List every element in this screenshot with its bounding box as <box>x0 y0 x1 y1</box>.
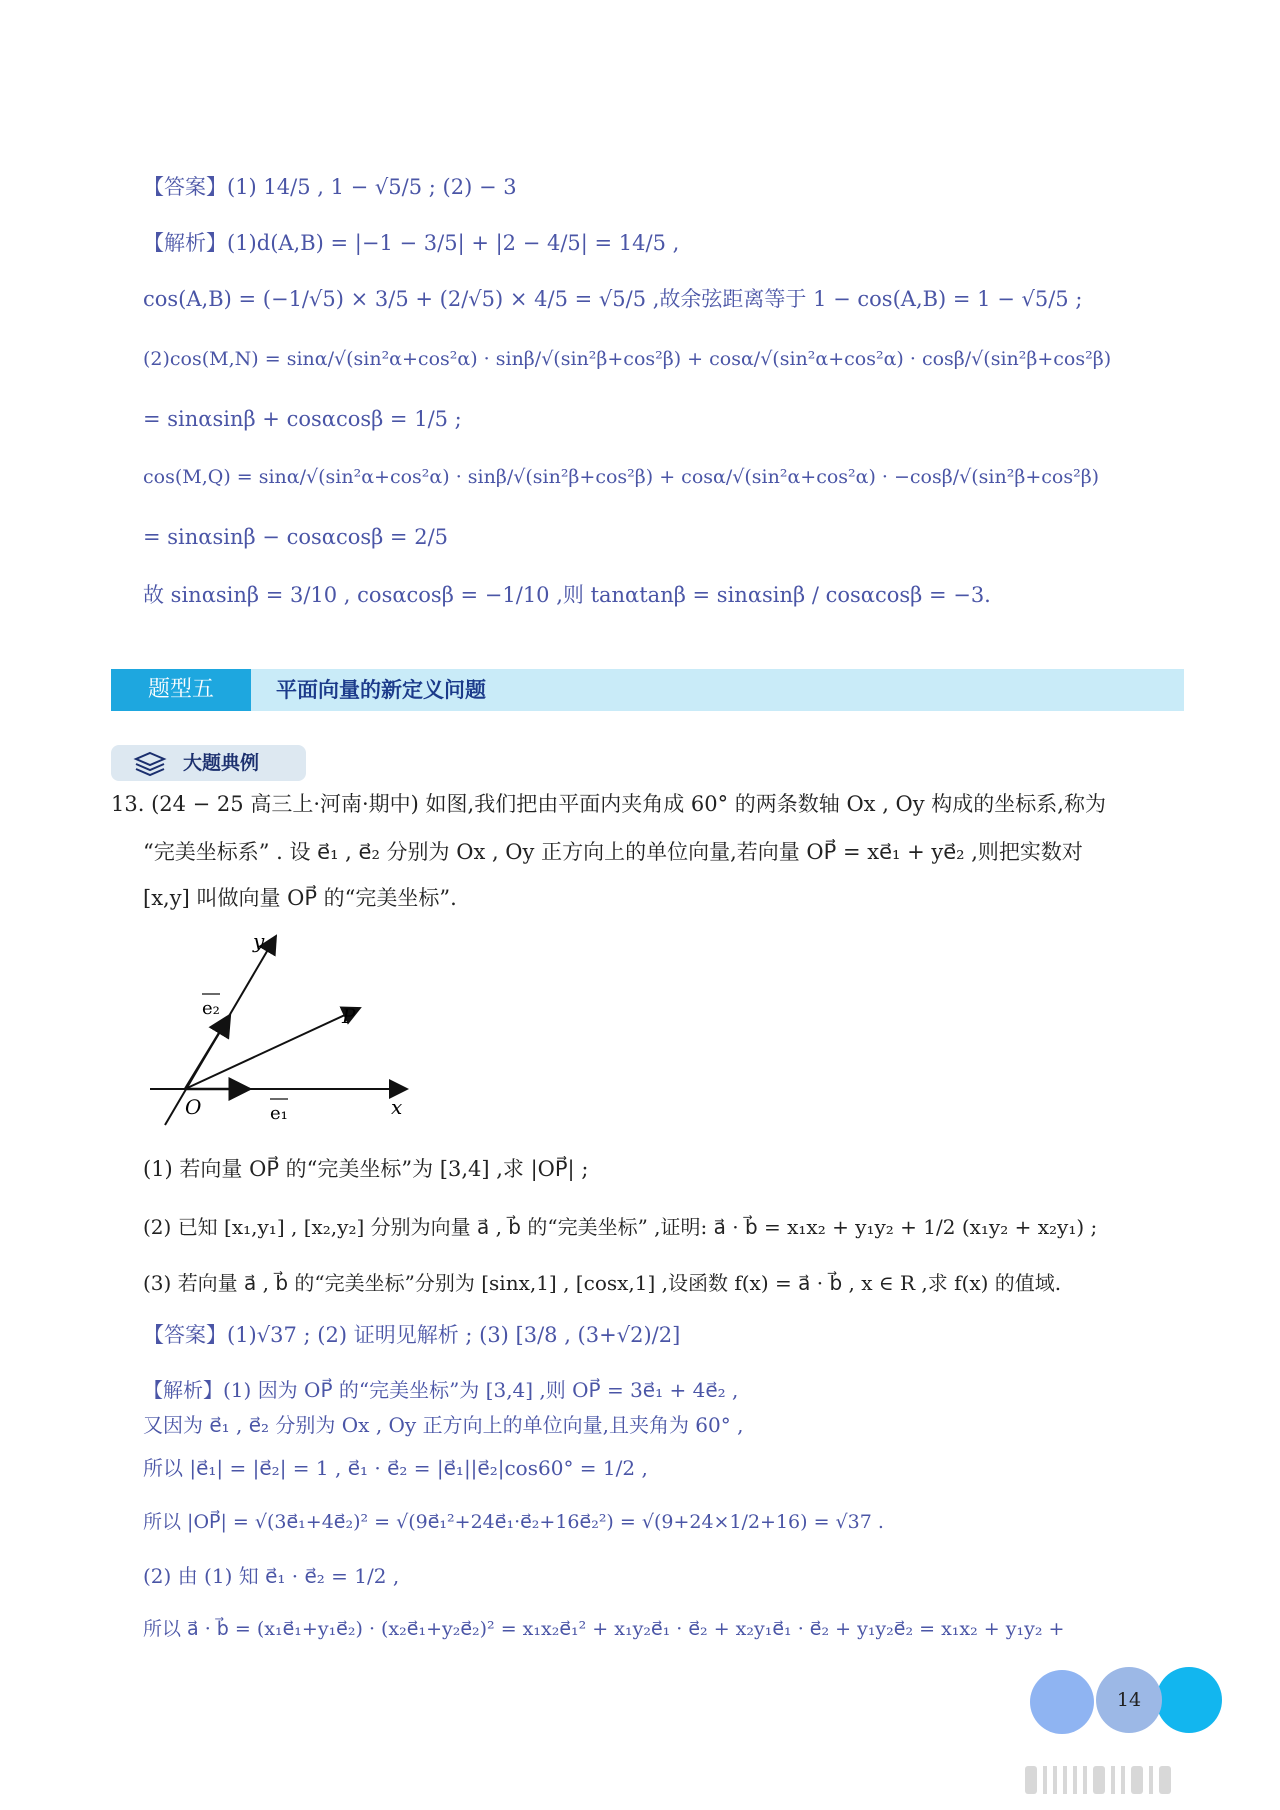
watermark-decoration <box>1025 1760 1265 1806</box>
op-vector <box>185 1008 360 1089</box>
answer-line-1 <box>143 172 517 202</box>
y-label: y <box>253 929 265 953</box>
question-3: (3) 若向量 a⃗ , b⃗ 的“完美坐标”分别为 [sinx,1] , [cosx,1] ,设函数 f(x) = a⃗ · b⃗ , x ∈ R ,求 f(x) 的值域. <box>143 1271 1062 1295</box>
analysis2-line-4: 所以 |OP⃗| = √(3e⃗₁+4e⃗₂)² = √(9e⃗₁²+24e⃗₁·e⃗₂+16e⃗₂²) = √(9+24×1/2+16) = √37 . <box>143 1511 884 1533</box>
analysis-line-3: (2)cos(M,N) = sinα/√(sin²α+cos²α) · sinβ/√(sin²β+cos²β) + cosα/√(sin²α+cos²α) · cosβ/√(sin²β+cos²β) <box>143 348 1112 370</box>
problem-line-1: 13. (24 − 25 高三上·河南·期中) 如图,我们把由平面内夹角成 60° 的两条数轴 Ox , Oy 构成的坐标系,称为 <box>111 792 1106 816</box>
analysis-line-6: = sinαsinβ − cosαcosβ = 2/5 <box>143 525 449 549</box>
problem-line-2: “完美坐标系” . 设 e⃗₁ , e⃗₂ 分别为 Ox , Oy 正方向上的单位向量,若向量 OP⃗ = xe⃗₁ + ye⃗₂ ,则把实数对 <box>143 840 1083 864</box>
analysis-label: 【解析】 <box>143 1378 223 1402</box>
analysis2-line-1: 【解析】(1) 因为 OP⃗ 的“完美坐标”为 [3,4] ,则 OP⃗ = 3e⃗₁ + 4e⃗₂ , <box>143 1378 739 1402</box>
problem-line-3: [x,y] 叫做向量 OP⃗ 的“完美坐标”. <box>143 886 457 910</box>
answer-label: 【答案】 <box>143 1323 227 1347</box>
p-label: P <box>342 1004 356 1028</box>
analysis-label: 【解析】 <box>143 231 227 255</box>
question-1: (1) 若向量 OP⃗ 的“完美坐标”为 [3,4] ,求 |OP⃗| ; <box>143 1157 589 1181</box>
origin-label: O <box>185 1095 202 1119</box>
answer-text: (1)√37 ; (2) 证明见解析 ; (3) [3/8 , (3+√2)/2] <box>227 1323 681 1347</box>
section-tag: 题型五 <box>111 669 251 711</box>
e1-label: e₁ <box>270 1103 288 1124</box>
analysis2-line-3: 所以 |e⃗₁| = |e⃗₂| = 1 , e⃗₁ · e⃗₂ = |e⃗₁||e⃗₂|cos60° = 1/2 , <box>143 1456 648 1480</box>
analysis-line-7: 故 sinαsinβ = 3/10 , cosαcosβ = −1/10 ,则 tanαtanβ = sinαsinβ / cosαcosβ = −3. <box>143 583 991 607</box>
answer-label: 【答案】 <box>143 175 227 199</box>
section-header <box>111 669 1184 711</box>
example-pill <box>111 745 306 781</box>
answer-line-2 <box>143 1320 680 1350</box>
analysis-line-1: 【解析】(1)d(A,B) = |−1 − 3/5| + |2 − 4/5| = 14/5 , <box>143 231 680 255</box>
analysis-line-5: cos(M,Q) = sinα/√(sin²α+cos²α) · sinβ/√(sin²β+cos²β) + cosα/√(sin²α+cos²α) · −cosβ/√(sin²β+cos²β) <box>143 466 1100 488</box>
coordinate-figure <box>145 928 415 1138</box>
page-number: 14 <box>1116 1689 1142 1711</box>
question-2: (2) 已知 [x₁,y₁] , [x₂,y₂] 分别为向量 a⃗ , b⃗ 的“完美坐标” ,证明: a⃗ · b⃗ = x₁x₂ + y₁y₂ + 1/2 (x₁y₂ + x₂y₁) ; <box>143 1215 1098 1239</box>
analysis-line-4: = sinαsinβ + cosαcosβ = 1/5 ; <box>143 407 462 431</box>
example-label: 大题典例 <box>183 752 260 774</box>
x-label: x <box>391 1095 403 1119</box>
analysis2-line-5: (2) 由 (1) 知 e⃗₁ · e⃗₂ = 1/2 , <box>143 1564 400 1588</box>
analysis2-line-6: 所以 a⃗ · b⃗ = (x₁e⃗₁+y₁e⃗₂) · (x₂e⃗₁+y₂e⃗₂)² = x₁x₂e⃗₁² + x₁y₂e⃗₁ · e⃗₂ + x₂y₁e⃗₁ · e⃗₂ + y₁y₂e⃗₂ = x₁x₂ + y₁y₂ + <box>143 1618 1065 1640</box>
e2-label: e₂ <box>202 998 220 1019</box>
analysis-line-2: cos(A,B) = (−1/√5) × 3/5 + (2/√5) × 4/5 = √5/5 ,故余弦距离等于 1 − cos(A,B) = 1 − √5/5 ; <box>143 287 1083 311</box>
answer-text: (1) 14/5 , 1 − √5/5 ; (2) − 3 <box>227 175 517 199</box>
layers-icon <box>133 751 167 777</box>
section-title: 平面向量的新定义问题 <box>276 678 486 702</box>
analysis2-line-2: 又因为 e⃗₁ , e⃗₂ 分别为 Ox , Oy 正方向上的单位向量,且夹角为 60° , <box>143 1413 744 1437</box>
